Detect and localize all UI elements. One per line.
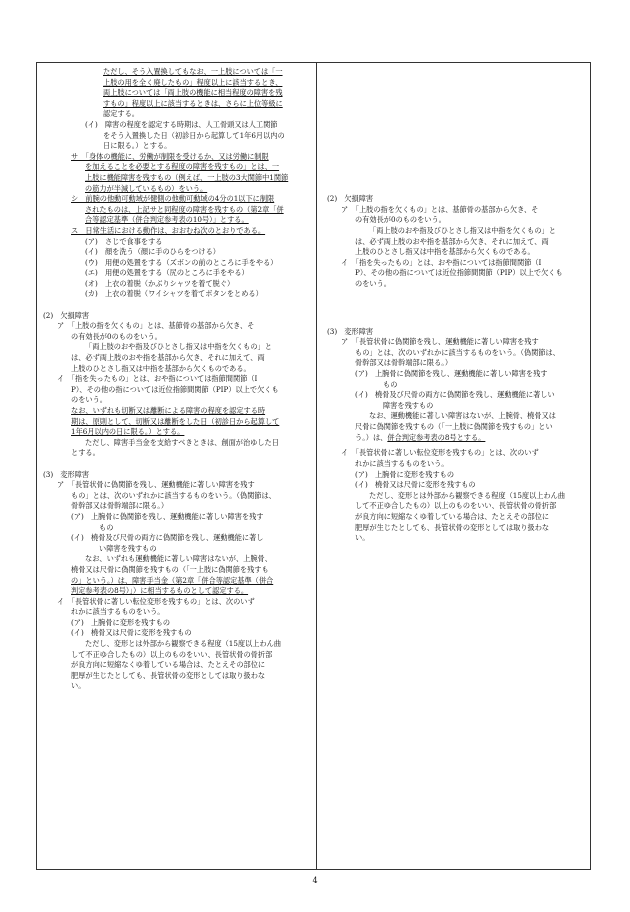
- text-line: が良方向に短縮なくゆ着している場合は、たとえその部位に: [71, 660, 266, 670]
- text-line: 日に限る。）とする。: [103, 141, 172, 151]
- text-line: 1年6月以内の日に限る。）とする。: [71, 427, 185, 437]
- text-line: (3) 変形障害: [327, 326, 374, 336]
- text-line: 肥厚が生じたとしても、長管状骨の変形としては取り扱わな: [71, 670, 266, 680]
- text-line: 障害を残すもの: [383, 400, 434, 410]
- text-line: 橈骨又は尺骨に偽関節を残すもの（「一上肢に偽関節を残すも: [71, 564, 269, 574]
- text-line: う。）は、併合判定参考表の8号とする。: [355, 432, 486, 442]
- text-line: 両上肢については「両上肢の機能に相当程度の障害を残: [103, 88, 283, 98]
- text-line: ア 「上肢の指を欠くもの」とは、基節骨の基部から欠き、そ: [341, 204, 539, 214]
- text-line: イ 「指を失ったもの」とは、おや指については指節間関節（I: [57, 374, 258, 384]
- text-line: ただし、変形とは外部から観察できる程度（15度以上わん曲: [85, 639, 282, 649]
- text-line: (イ) 障害の程度を認定する時期は、人工骨頭又は人工関節: [85, 119, 278, 129]
- text-line: すもの」程度以上に該当するときは、さらに上位等級に: [103, 98, 283, 108]
- text-line: ただし、変形とは外部から観察できる程度（15度以上わん曲: [369, 490, 566, 500]
- text-line: が良方向に短縮なくゆ着している場合は、たとえその部位に: [355, 512, 550, 522]
- text-line: い障害を残すもの: [99, 543, 157, 553]
- text-line: 上肢のひとさし指又は中指を基部から欠くものである。: [355, 247, 535, 257]
- text-line: もの: [99, 522, 114, 532]
- text-line: して不正ゆ合したもの）以上のものをいい、長管状骨の骨折部: [355, 501, 557, 511]
- text-line: イ 「長管状骨に著しい転位変形を残すもの」とは、次のいず: [341, 448, 539, 458]
- text-line: P）、その他の指については近位指節間関節（PIP）以上で欠くも: [71, 384, 279, 394]
- text-line: い。: [71, 681, 86, 691]
- text-line: ア 「長管状骨に偽関節を残し、運動機能に著しい障害を残す: [57, 480, 255, 490]
- text-line: なお、いずれも切断又は離断による障害の程度を認定する時: [71, 406, 266, 415]
- text-line: されたものは、上記サと同程度の障害を残すもの（第2章「併: [85, 204, 284, 214]
- text-line: (2) 欠損障害: [327, 194, 374, 204]
- text-line: 肥厚が生じたとしても、長管状骨の変形としては取り扱わな: [355, 522, 550, 532]
- text-line: を加えることを必要とする程度の障害を残すもの」とは、一: [85, 162, 280, 172]
- text-line: は、必ず両上肢のおや指を基部から欠き、それに加えて、両: [71, 353, 265, 363]
- paragraph-gap: [325, 67, 587, 194]
- page-number: 4: [312, 876, 318, 885]
- text-line: をそう入置換した日（初診日から起算して1年6月以内の: [103, 130, 285, 140]
- text-line: (カ) 上衣の着脱（ワイシャツを着てボタンをとめる）: [85, 289, 263, 299]
- paragraph-gap: [325, 290, 587, 327]
- text-line: 上肢に機能障害を残すもの（例えば、一上肢の3大関節中1関節: [85, 172, 289, 182]
- text-line: (ア) 上腕骨に変形を残すもの: [71, 617, 171, 627]
- text-line: のをいう。: [355, 278, 391, 288]
- text-line: の筋力が半減しているもの）をいう。: [85, 183, 208, 193]
- text-line: は、必ず両上肢のおや指を基部から欠き、それに加えて、両: [355, 236, 549, 246]
- text-line: 判定参考表の8号）」）に相当するものとして認定する。: [71, 586, 249, 596]
- document-frame: [36, 62, 591, 870]
- current-text-column: [41, 67, 309, 692]
- paragraph-gap: [41, 459, 309, 470]
- text-line: (3) 変形障害: [43, 469, 90, 479]
- text-line: (ウ) 用便の処置をする（ズボンの前のところに手をやる）: [85, 257, 278, 267]
- text-line: ア 「長管状骨に偽関節を残し、運動機能に著しい障害を残す: [341, 337, 539, 347]
- text-line: 合等認定基準（併合判定参考表の10号）」とする。: [85, 215, 249, 225]
- column-divider: [316, 63, 317, 869]
- text-line: もの」とは、次のいずれかに該当するものをいう。（偽関節は、: [355, 347, 560, 357]
- text-line: の有効長が0のものをいう。: [71, 331, 162, 341]
- text-line: (2) 欠損障害: [43, 310, 90, 320]
- text-line: 上肢の用を全く廃したもの」程度以上に該当するとき、: [103, 77, 283, 87]
- text-line: 期は、原則として、切断又は離断をした日（初診日から起算して: [71, 416, 280, 426]
- text-line: (ア) さじで食事をする: [85, 236, 163, 246]
- text-line: (ア) 上腕骨に偽関節を残し、運動機能に著しい障害を残す: [71, 511, 264, 521]
- paragraph-gap: [41, 300, 309, 311]
- text-line: なお、いずれも運動機能に著しい障害はないが、上腕骨、: [85, 554, 272, 564]
- text-line: ただし、障害手当金を支給すべきときは、創面が治ゆした日: [85, 437, 279, 447]
- text-line: とする。: [71, 448, 100, 458]
- text-line: (イ) 橈骨又は尺骨に変形を残すもの: [355, 480, 476, 490]
- text-line: シ 前腕の他動可動域が健側の他動可動域の4分の1以下に制限: [71, 194, 275, 204]
- text-line: 骨幹部又は骨幹端部に限る。）: [71, 501, 169, 511]
- text-line: (イ) 顔を洗う（顔に手のひらをつける）: [85, 247, 220, 257]
- text-line: 骨幹部又は骨幹端部に限る。）: [355, 358, 453, 368]
- text-line: ただし、そう入置換してもなお、一上肢については「一: [103, 67, 283, 76]
- text-line: イ 「指を失ったもの」とは、おや指については指節間関節（I: [341, 257, 542, 267]
- text-line: の」という。）は、障害手当金（第2章「併合等認定基準（併合: [71, 575, 274, 585]
- previous-text-column: [325, 67, 587, 544]
- text-line: の有効長が0のものをいう。: [355, 215, 446, 225]
- text-line: P）、その他の指については近位指節間関節（PIP）以上で欠くも: [355, 268, 563, 278]
- text-line: ス 日常生活における動作は、おおむね次のとおりである。: [71, 225, 266, 235]
- text-line: ア 「上肢の指を欠くもの」とは、基節骨の基部から欠き、そ: [57, 321, 255, 331]
- text-line: (イ) 橈骨及び尺骨の両方に偽関節を残し、運動機能に著し: [71, 533, 264, 543]
- text-line: (ア) 上腕骨に変形を残すもの: [355, 469, 455, 479]
- text-line: (イ) 橈骨又は尺骨に変形を残すもの: [71, 628, 192, 638]
- text-line: して不正ゆ合したもの）以上のものをいい、長管状骨の骨折部: [71, 649, 273, 659]
- text-line: 「両上肢のおや指及びひとさし指又は中指を欠くもの」と: [369, 225, 556, 235]
- text-line: もの: [383, 379, 398, 389]
- text-line: もの」とは、次のいずれかに該当するものをいう。（偽関節は、: [71, 490, 276, 500]
- text-line: (エ) 用便の処置をする（尻のところに手をやる）: [85, 268, 249, 278]
- text-line: (ア) 上腕骨に偽関節を残し、運動機能に著しい障害を残す: [355, 369, 548, 378]
- text-line: い。: [355, 533, 370, 543]
- text-line: 上肢のひとさし指又は中指を基部から欠くものである。: [71, 363, 251, 373]
- text-line: (オ) 上衣の着脱（かぶりシャツを着て脱ぐ）: [85, 278, 235, 288]
- text-line: 「両上肢のおや指及びひとさし指又は中指を欠くもの」と: [85, 342, 272, 352]
- text-line: 認定する。: [103, 109, 139, 119]
- text-line: サ 「身体の機能に、労働が制限を受けるか、又は労働に制限: [71, 151, 269, 161]
- text-line: なお、運動機能に著しい障害はないが、上腕骨、橈骨又は: [369, 411, 556, 421]
- text-line: れかに該当するものをいう。: [355, 459, 449, 469]
- text-line: れかに該当するものをいう。: [71, 607, 165, 617]
- text-line: イ 「長管状骨に著しい転位変形を残すもの」とは、次のいず: [57, 596, 255, 606]
- text-line: (イ) 橈骨及び尺骨の両方に偽関節を残し、運動機能に著しい: [355, 390, 555, 400]
- text-line: のをいう。: [71, 395, 107, 405]
- text-line: 尺骨に偽関節を残すもの（「一上肢に偽関節を残すもの」とい: [355, 421, 553, 431]
